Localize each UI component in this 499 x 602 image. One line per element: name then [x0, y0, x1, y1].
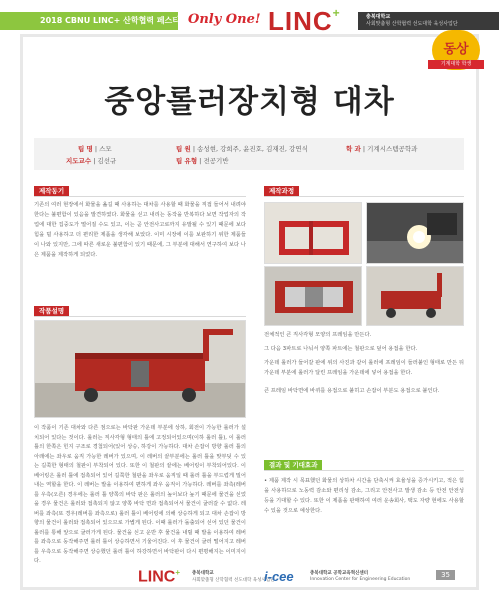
page-number: 35 — [436, 570, 455, 580]
description-divider — [34, 316, 246, 317]
results-divider — [264, 470, 464, 471]
footer-right-sub: Innovation Center for Engineering Education — [310, 577, 411, 582]
award-badge — [428, 30, 484, 78]
footer-linc-text: LINC — [138, 568, 176, 586]
dept-row: 학 과 | 기계시스템공학과 — [346, 145, 418, 153]
footer-right-org: 충북대학교 공학교육혁신센터 — [310, 571, 369, 576]
org-sub: 사회맞춤형 산학협력 선도대학 육성사업단 — [366, 21, 458, 27]
team-value: 스모 — [99, 145, 112, 153]
process-step-4: 큰 프레임 바닥면에 바퀴를 용접으로 붙히고 손잡이 부분도 용접으로 붙인다. — [264, 388, 440, 394]
members-row: 팀 원 | 송성현, 강희주, 윤진호, 김재진, 강연식 — [176, 145, 308, 153]
motivation-text: 기존의 여러 현장에서 화물을 옮길 때 사용하는 대차를 사용할 때 화물을 직접 들어서 내려야 한다는 불편함이 있음을 발견하였다. 화물을 싣고 내리는 동작을 반복하다 보면 작업자의 작업에 대한 집중도가 떨어질 수도 있고, 이는 곧 안전사고로까지 유발될 수 있기 때문에 보다 힘을 덜 사용하고 더 편리한 제품을 생각해 보았다. 이미 시장에 이를 보완하기 위한 제품들이 나와 있지만, 그에 따른 새로운 불편함이 있기 때문에, 그 부분에 대해서 연구하여 보다 나은 제품을 제작하게 되었다. — [34, 202, 246, 258]
process-photo-3-illustration — [265, 267, 362, 326]
process-step-1: 전체적인 큰 직사각형 모양의 프레임을 만든다. — [264, 332, 372, 338]
team-type-row: 팀 유형 | 전공기반 — [176, 157, 229, 165]
process-photo-4 — [366, 266, 464, 326]
linc-logo-text: LINC — [268, 6, 333, 36]
motivation-tag: 제작동기 — [34, 186, 69, 196]
process-photo-1-illustration — [265, 203, 362, 264]
type-label: 팀 유형 — [176, 157, 198, 165]
motivation-divider — [34, 196, 246, 197]
description-text: 이 작품이 기존 대차와 다른 점으로는 바닥판 가운데 부분에 상하, 회전이 가능한 롤러가 설치되어 있다는 것이다. 롤러는 직사각형 형태의 틀에 고정되어있으며(이하 롤러 틀), 이 롤러 틀의 한쪽은 힌지 구조로 경첩되어(있어 상승, 하강이 가능하다. 대차 손잡이 방향 롤러 틀의 아래에는 좌우로 움직 가능한 레버가 있으며, 이 레버의 끝부분에는 롤러 틀을 맞부딪 수 있는 길쭉한 형태의 철판이 부착되어 있다. 또한 이 철판의 끝에는 베어링이 부착되어있다. 이 베어링은 롤러 틀에 접촉되어 있어 길쭉한 철판을 좌우로 움직일 때 롤러 틀을 부드럽게 밀어내는 역할을 한다. 이 레버는 발을 이용하여 편하게 좌우 움직이 가능하다. 레버를 좌측(레버를 우측(오른) 경우에는 롤러 틀 양쪽의 바닥 판은 롤러의 높이보다 높기 때문에 물건을 싣었을 경우 물건은 롤러와 접촉되지 않고 양쪽 바닥 면과 접촉되어서 물건이 굴러갈 수 없다. 레버를 좌측(또 경우(레버를 좌측으로) 롤러 틀이 베어링에 의해 상승하게 되고 대차 손잡이 방향의 물건이 롤러와 접촉되어 있으므로 가볍게 된다. 이때 롤러가 돌출되어 싣어 있던 물건이 롤러를 통해 앞으로 굴러가게 된다. 물건을 싣고 운반 후 물건을 내릴 때 발을 이용하여 레버를 좌측으로 동작해주면 롤러 틀이 상승하면서 기울어진다. 이 후 물건이 굴러 떨어지고 레버를 우측으로 동작해주면 상승했던 롤러 틀이 하강하면서 바닥판이 다시 편평해지는 이미지이다. — [34, 425, 246, 564]
top-banner — [0, 6, 499, 36]
process-photo-2-illustration — [367, 203, 464, 264]
slogan: Only One! — [188, 12, 261, 27]
team-label: 팀 명 — [78, 145, 93, 153]
award-ribbon: 기계대학 학생 — [428, 60, 484, 69]
event-title-bar — [0, 12, 188, 30]
type-value: 전공기반 — [203, 157, 229, 165]
event-title: 2018 CBNU LINC+ 산학협력 페스티벌 — [40, 16, 188, 25]
linc-logo — [268, 6, 341, 37]
org-bar — [358, 12, 499, 30]
members-label: 팀 원 — [176, 145, 191, 153]
process-photo-3 — [264, 266, 362, 326]
footer-left-sub: 사회맞춤형 산학협력 선도대학 육성사업단 — [192, 578, 275, 583]
footer — [20, 566, 479, 590]
process-tag: 제작과정 — [264, 186, 299, 196]
process-divider — [264, 196, 464, 197]
results-tag: 결과 및 기대효과 — [264, 460, 322, 470]
award-rank: 동상 — [443, 42, 469, 57]
dept-label: 학 과 — [346, 145, 361, 153]
footer-linc-logo — [138, 568, 180, 586]
dept-value: 기계시스템공학과 — [367, 145, 418, 153]
process-photo-1 — [264, 202, 362, 264]
process-photo-4-illustration — [367, 267, 464, 326]
advisor-label: 지도교수 — [66, 157, 92, 165]
advisor-row: 지도교수 | 김선규 — [66, 157, 117, 165]
results-text: • 제품 제작 시 목표했던 화물의 상하차 시간을 단축시켜 효율성을 증가시키고, 적은 힘을 사용하므로 노동력 감소와 편리성 감소, 그리고 안전사고 발생 감소 등 안전 안전성 등을 기대할 수 있다. 또한 이 제품을 판매하여 여러 운송회사, 택도 자량 현에도 사용할 수 있을 것으로 예상한다. — [264, 478, 464, 514]
advisor-value: 김선규 — [97, 157, 117, 165]
footer-left-org: 충북대학교 — [192, 571, 214, 576]
description-tag: 작품설명 — [34, 306, 69, 316]
linc-logo-plus: + — [332, 6, 341, 20]
product-photo-illustration — [35, 321, 246, 418]
process-step-2: 그 다음 3파트로 나눠서 양쪽 파트에는 철판으로 덮어 용접을 한다. — [264, 346, 418, 352]
page-title: 중앙롤러장치형 대차 — [104, 84, 395, 120]
team-name-row: 팀 명 | 스모 — [78, 145, 112, 153]
org-name: 충북대학교 — [366, 14, 391, 20]
footer-icee-logo: i-cee — [264, 569, 294, 584]
members-value: 송성현, 강희주, 윤진호, 김재진, 강연식 — [197, 145, 308, 153]
process-photo-2 — [366, 202, 464, 264]
footer-linc-plus: + — [175, 568, 180, 577]
process-step-3: 가운데 롤러가 들어갈 판에 위의 사진과 같이 롤러에 프레임이 들러붙인 형태로 만든 뒤 가운데 부분에 롤러가 달린 프레임을 가운데에 넣어 용접을 한다. — [264, 360, 464, 376]
product-photo — [34, 320, 246, 418]
team-info-box — [34, 138, 464, 170]
